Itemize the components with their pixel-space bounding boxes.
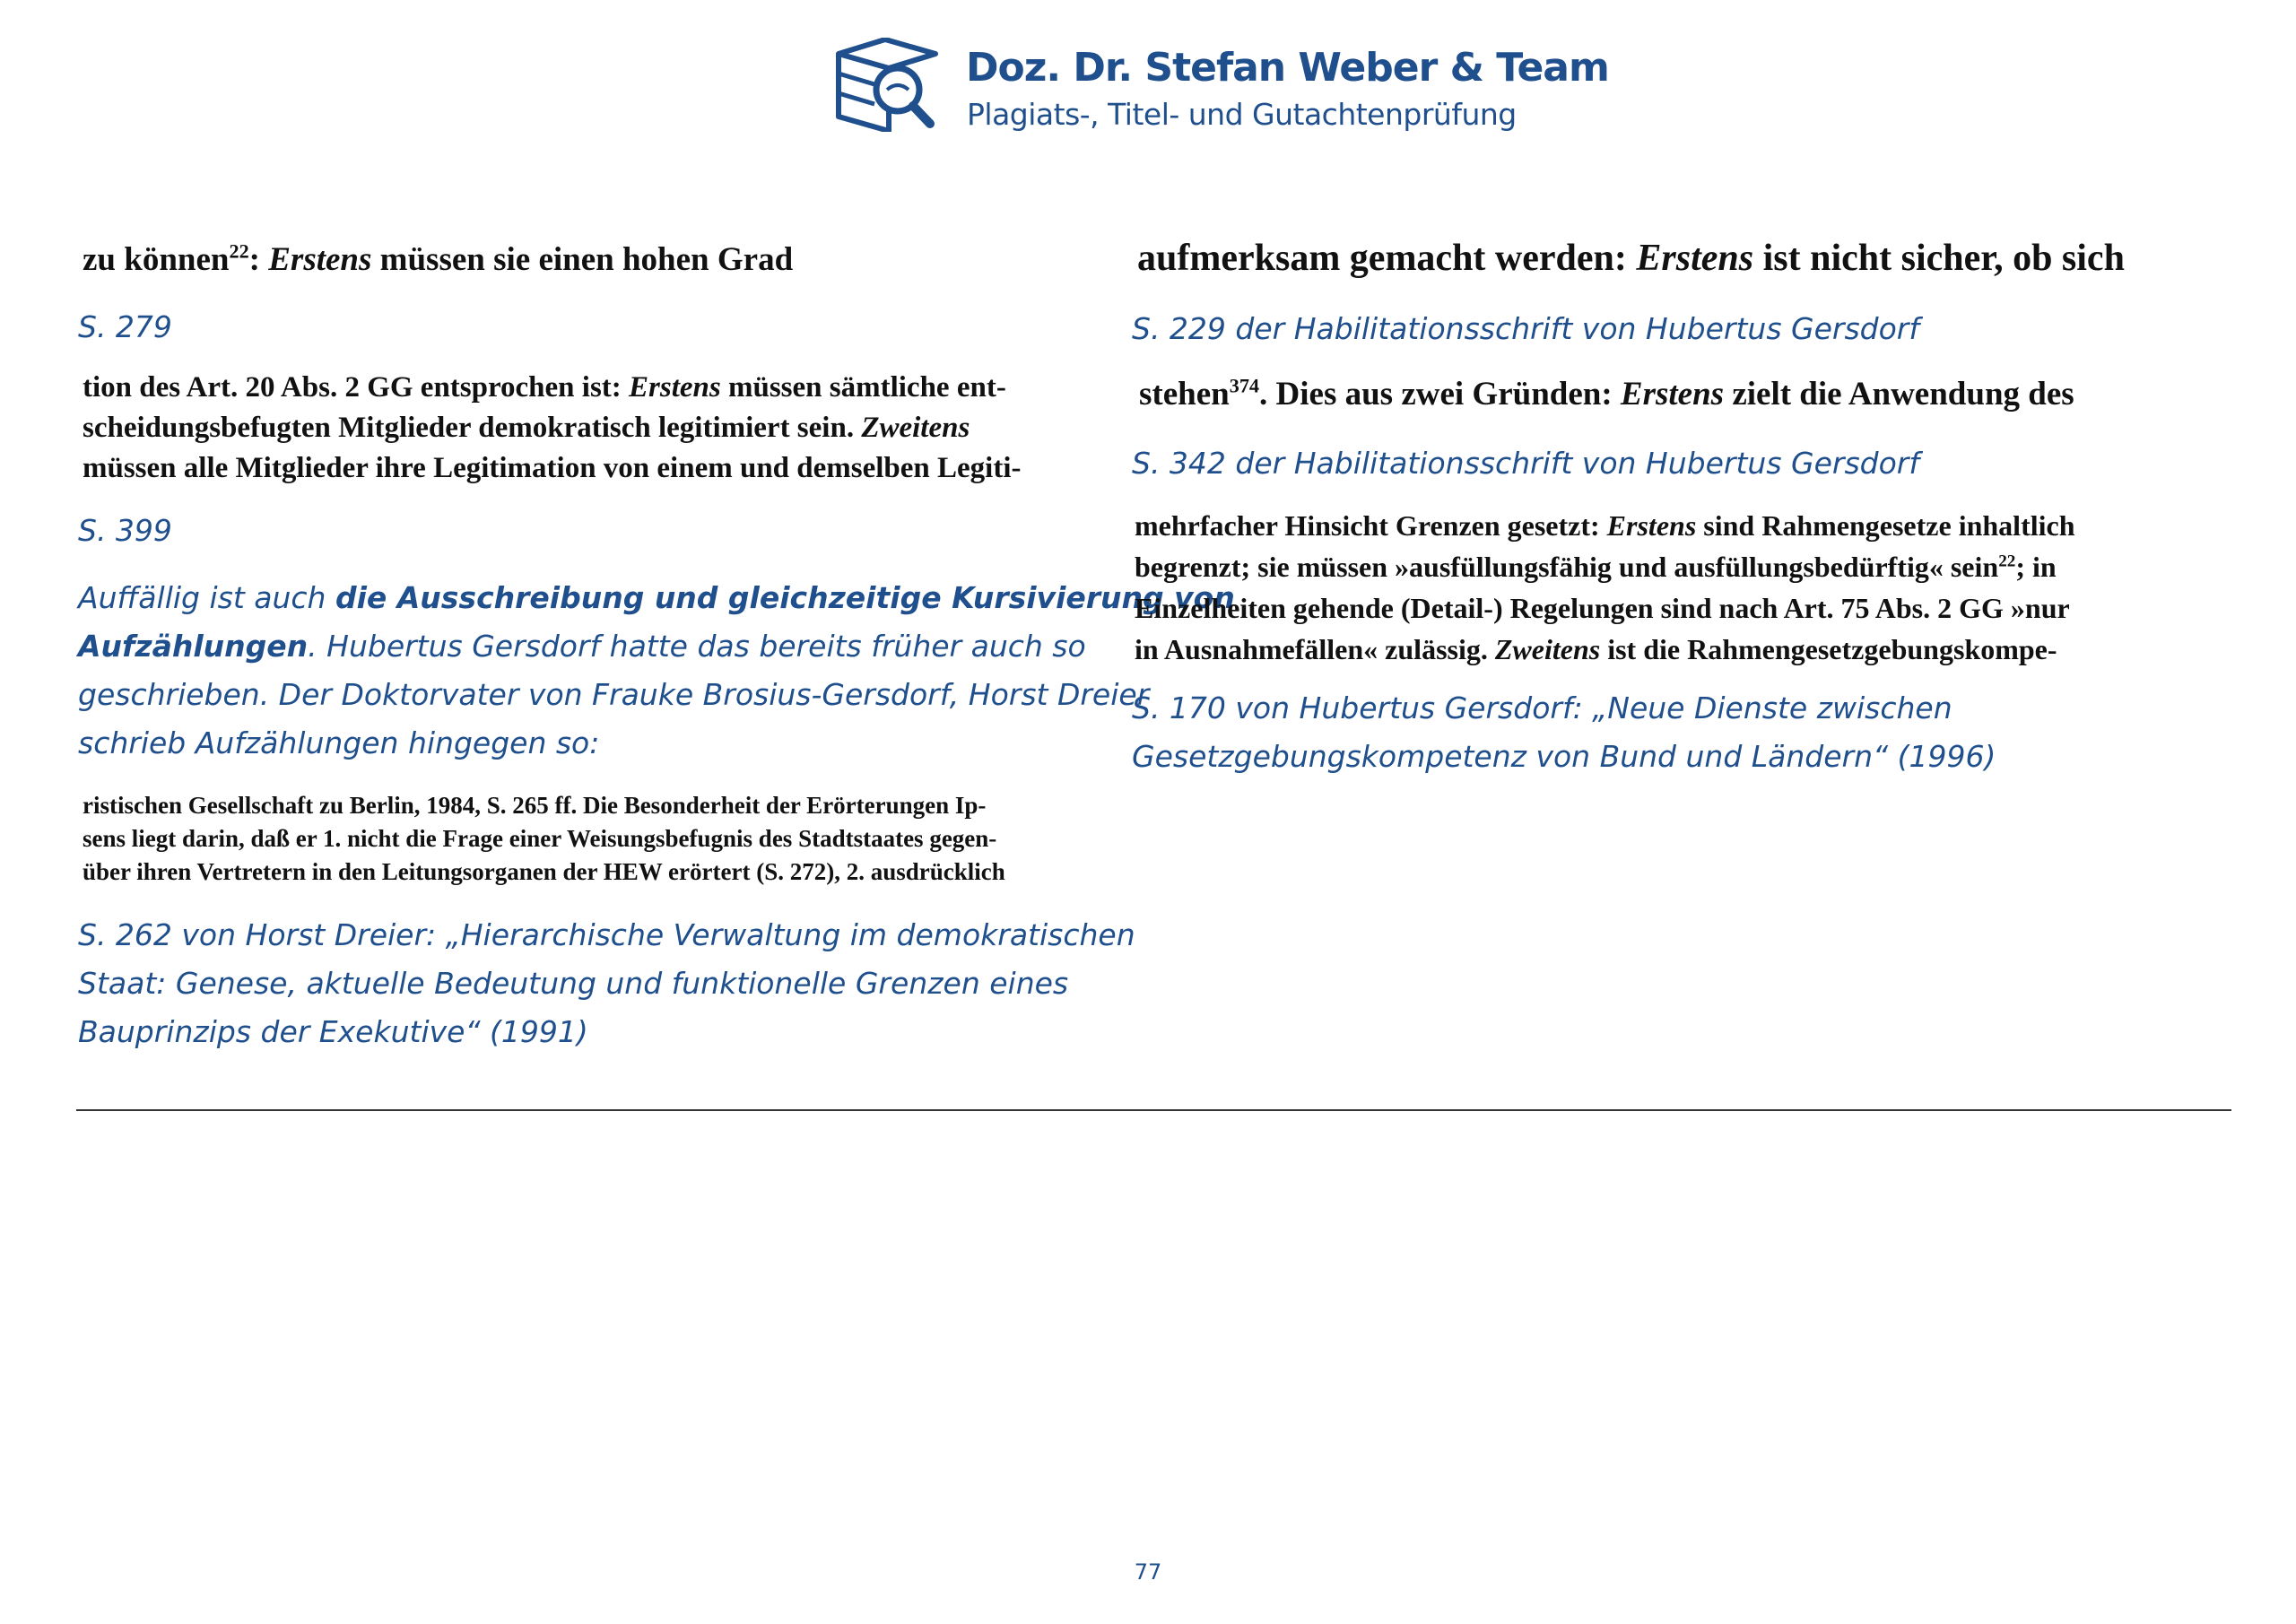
caption-line: Staat: Genese, aktuelle Bedeutung und funktionelle Grenzen eines	[78, 966, 1069, 1001]
brand-name: Doz. Dr. Stefan Weber & Team	[966, 45, 1609, 91]
scan-line: in Ausnahmefällen« zulässig. Zweitens ist die Rahmengesetzgebungskompe-	[1135, 633, 2057, 665]
header	[830, 38, 1609, 136]
scan-excerpt-right-3	[1135, 505, 2075, 670]
scan-line: sens liegt darin, daß er 1. nicht die Frage einer Weisungsbefugnis des Stadtstaates gegen-	[83, 825, 997, 852]
scan-line: scheidungsbefugten Mitglieder demokratisch legitimiert sein. Zweitens	[83, 412, 970, 444]
scan-line: ristischen Gesellschaft zu Berlin, 1984, S. 265 ff. Die Besonderheit der Erörterungen Ip-	[83, 792, 987, 819]
scan-excerpt-left-1: zu können$^{22}$: Erstens müssen sie einen hohen Grad	[83, 239, 794, 278]
paragraph-line: Aufzählungen. Hubertus Gersdorf hatte das bereits früher auch so	[78, 629, 1086, 664]
analysis-paragraph	[78, 574, 1235, 768]
caption-right-3	[1132, 684, 1996, 781]
page-number: 77	[1134, 1559, 1162, 1585]
scan-line: tion des Art. 20 Abs. 2 GG entsprochen ist: Erstens müssen sämtliche ent-	[83, 371, 1006, 404]
caption-left-3	[78, 911, 1135, 1056]
book-magnifier-icon	[830, 38, 942, 132]
caption-right-1: S. 229 der Habilitationsschrift von Hubertus Gersdorf	[1132, 311, 1919, 346]
scan-excerpt-right-2: stehen$^{374}$. Dies aus zwei Gründen: Erstens zielt die Anwendung des	[1139, 374, 2074, 413]
scan-line: mehrfacher Hinsicht Grenzen gesetzt: Erstens sind Rahmengesetze inhaltlich	[1135, 509, 2075, 542]
brand-subtitle: Plagiats-, Titel- und Gutachtenprüfung	[967, 97, 1517, 132]
caption-line: Bauprinzips der Exekutive“ (1991)	[78, 1014, 588, 1049]
paragraph-line: Auffällig ist auch die Ausschreibung und gleichzeitige Kursivierung von	[78, 580, 1235, 615]
scan-excerpt-left-2	[83, 368, 1022, 489]
scan-line: über ihren Vertretern in den Leitungsorganen der HEW erörtert (S. 272), 2. ausdrücklich	[83, 858, 1005, 885]
paragraph-line: geschrieben. Der Doktorvater von Frauke Brosius-Gersdorf, Horst Dreier	[78, 677, 1150, 712]
caption-right-2: S. 342 der Habilitationsschrift von Hubertus Gersdorf	[1132, 446, 1919, 481]
caption-line: S. 262 von Horst Dreier: „Hierarchische Verwaltung im demokratischen	[78, 917, 1135, 952]
paragraph-line: schrieb Aufzählungen hingegen so:	[78, 725, 600, 760]
scan-line: Einzelheiten gehende (Detail-) Regelungen sind nach Art. 75 Abs. 2 GG »nur	[1135, 592, 2070, 624]
scan-excerpt-left-3	[83, 789, 1005, 889]
horizontal-divider	[76, 1109, 2231, 1111]
caption-left-1: S. 279	[78, 309, 172, 344]
caption-line: S. 170 von Hubertus Gersdorf: „Neue Dienste zwischen	[1132, 690, 1952, 725]
scan-line: begrenzt; sie müssen »ausfüllungsfähig und ausfüllungsbedürftig« sein$^{22}$; in	[1135, 551, 2057, 583]
caption-left-2: S. 399	[78, 513, 172, 548]
caption-line: Gesetzgebungskompetenz von Bund und Ländern“ (1996)	[1132, 739, 1996, 774]
scan-excerpt-right-1: aufmerksam gemacht werden: Erstens ist nicht sicher, ob sich	[1137, 238, 2125, 279]
scan-line: müssen alle Mitglieder ihre Legitimation von einem und demselben Legiti-	[83, 452, 1022, 484]
